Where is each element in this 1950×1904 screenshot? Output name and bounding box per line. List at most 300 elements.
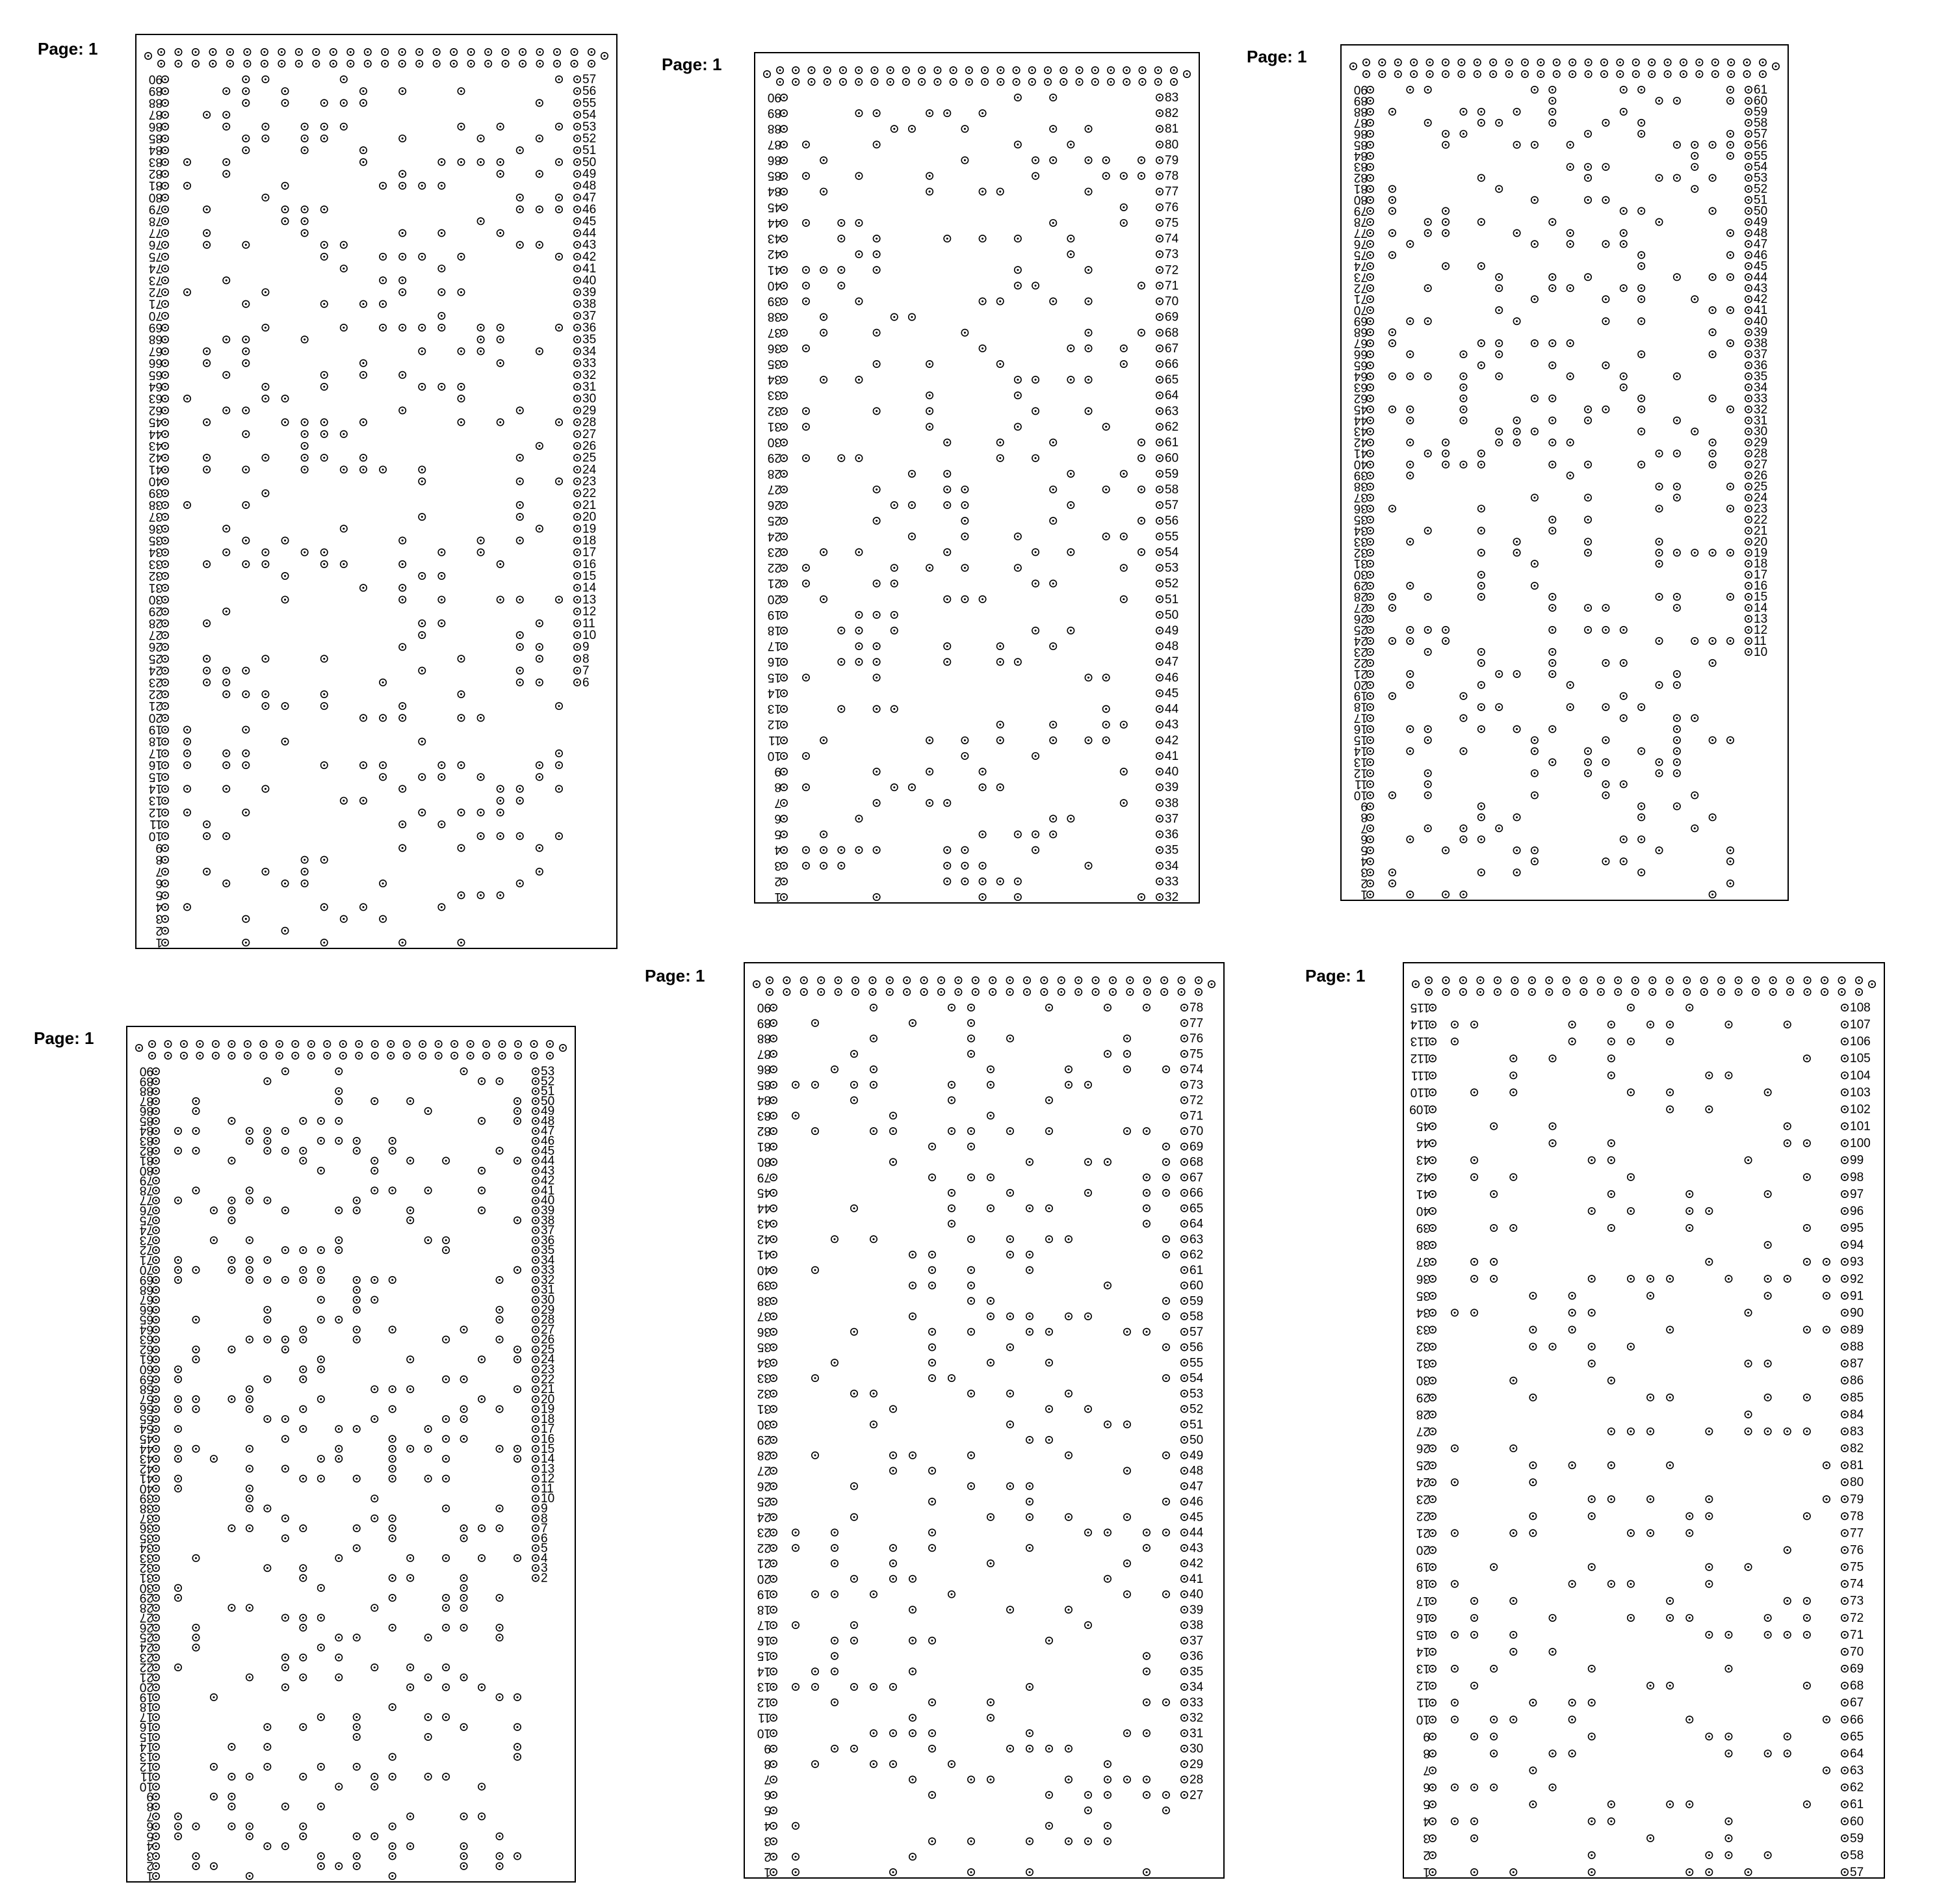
pattern-hole [1085, 674, 1091, 681]
pattern-hole [1589, 1869, 1595, 1875]
pattern-hole [1568, 1462, 1575, 1468]
row-number-left: 111 [1411, 1068, 1430, 1082]
corner-hole [1869, 981, 1875, 987]
edge-hole-right [532, 1405, 539, 1412]
row-number-right: 29 [541, 1303, 555, 1317]
row-number-right: 23 [1754, 502, 1768, 516]
pattern-hole [407, 1386, 413, 1392]
corner-hole [1412, 981, 1419, 987]
row-number-left: 72 [148, 285, 162, 299]
row-number-left: 11 [758, 1710, 771, 1725]
row-number-right: 97 [1850, 1187, 1864, 1201]
pattern-hole [536, 762, 543, 768]
edge-hole-right [1841, 1208, 1848, 1214]
pattern-hole [389, 1624, 395, 1631]
pattern-hole [909, 1714, 916, 1721]
top-hole [1648, 59, 1655, 66]
pattern-hole [1638, 428, 1644, 435]
pattern-hole [223, 88, 229, 94]
pattern-hole [517, 596, 523, 603]
row-number-left: 37 [1416, 1255, 1430, 1269]
pattern-hole [812, 1375, 818, 1381]
pattern-hole [1067, 141, 1074, 148]
edge-hole-right [532, 1088, 539, 1094]
pattern-hole [478, 1117, 485, 1124]
pattern-hole [242, 407, 249, 413]
pattern-hole [300, 1426, 306, 1432]
row-number-left: 15 [757, 1649, 771, 1663]
row-number-left: 14 [148, 781, 162, 796]
pattern-hole [360, 714, 367, 721]
top-hole [1060, 79, 1067, 85]
pattern-hole [1585, 748, 1591, 754]
top-hole [196, 1041, 203, 1047]
row-number-right: 8 [582, 652, 590, 666]
pattern-hole [1490, 1563, 1497, 1570]
top-hole [1195, 977, 1202, 984]
row-number-right: 28 [582, 415, 597, 430]
row-number-right: 39 [541, 1203, 555, 1218]
pattern-hole [1804, 1428, 1810, 1435]
row-number-left: 6 [774, 811, 781, 826]
pattern-hole [175, 1257, 181, 1263]
row-number-left: 65 [148, 367, 162, 382]
row-number-right: 62 [1850, 1780, 1864, 1795]
pattern-hole [1727, 274, 1734, 280]
pattern-hole [1050, 298, 1056, 304]
edge-hole-right [574, 596, 580, 603]
pattern-hole [1608, 1021, 1615, 1028]
top-hole [1537, 71, 1544, 77]
pattern-hole [497, 359, 503, 366]
top-hole [1529, 977, 1535, 984]
row-number-right: 98 [1850, 1170, 1864, 1184]
edge-hole-right [532, 1525, 539, 1532]
row-number-left: 82 [757, 1124, 771, 1138]
row-number-right: 22 [541, 1372, 555, 1387]
pattern-hole [968, 1329, 974, 1335]
top-hole [1379, 71, 1385, 77]
pattern-hole [1138, 486, 1145, 493]
pattern-hole [1566, 229, 1573, 236]
pattern-hole [460, 1843, 467, 1849]
peg-chart-3 [1340, 44, 1789, 901]
pattern-hole [1566, 340, 1573, 346]
pattern-hole [1104, 1823, 1111, 1829]
pattern-hole [407, 1207, 413, 1214]
pattern-hole [1015, 235, 1021, 242]
row-number-right: 55 [582, 96, 597, 111]
edge-hole-right [532, 1426, 539, 1432]
edge-hole-right [1745, 207, 1752, 214]
top-hole [1505, 59, 1512, 66]
pattern-hole [1015, 659, 1021, 665]
pattern-hole [318, 1117, 324, 1124]
row-number-left: 34 [148, 545, 162, 559]
row-number-left: 20 [757, 1571, 771, 1585]
row-number-right: 107 [1850, 1018, 1871, 1032]
pattern-hole [1602, 703, 1609, 710]
pattern-hole [926, 768, 933, 775]
pattern-hole [389, 1853, 395, 1859]
pattern-hole [300, 1654, 306, 1661]
top-hole [1178, 977, 1184, 984]
row-number-left: 34 [767, 372, 781, 387]
row-number-right: 46 [582, 203, 597, 217]
top-hole [855, 67, 862, 73]
row-number-left: 4 [155, 900, 162, 914]
pattern-hole [389, 1525, 395, 1532]
pattern-hole [262, 549, 268, 555]
edge-hole-right [1181, 1405, 1188, 1412]
top-hole [1092, 977, 1098, 984]
pattern-hole [1727, 98, 1734, 104]
pattern-hole [389, 1386, 395, 1392]
pattern-hole [926, 737, 933, 744]
pattern-hole [997, 784, 1004, 790]
top-hole [519, 49, 526, 55]
pattern-hole [1620, 714, 1627, 721]
row-number-right: 81 [1850, 1459, 1864, 1473]
pattern-hole [1602, 164, 1609, 170]
row-number-left: 35 [767, 357, 781, 371]
pattern-hole [223, 525, 229, 532]
pattern-hole [891, 580, 898, 586]
edge-hole-right [1745, 340, 1752, 346]
edge-hole-right [1841, 1292, 1848, 1299]
pattern-hole [246, 1495, 253, 1502]
pattern-hole [1602, 241, 1609, 247]
pattern-hole [1425, 725, 1431, 732]
row-number-left: 37 [767, 325, 781, 339]
pattern-hole [855, 298, 862, 304]
pattern-hole [1007, 1390, 1013, 1397]
pattern-hole [873, 267, 879, 273]
pattern-hole [1026, 1545, 1033, 1551]
pattern-hole [318, 1644, 324, 1650]
row-number-left: 1 [146, 1869, 153, 1883]
pattern-hole [944, 863, 950, 869]
pattern-hole [281, 596, 288, 603]
row-number-left: 16 [1416, 1610, 1430, 1624]
edge-hole-right [1181, 1174, 1188, 1180]
pattern-hole [1674, 98, 1680, 104]
edge-hole-right [1841, 1479, 1848, 1485]
edge-hole-right [532, 1078, 539, 1084]
pattern-hole [1124, 1066, 1130, 1073]
pattern-hole [360, 300, 367, 307]
row-number-right: 37 [582, 309, 597, 323]
pattern-hole [443, 1336, 449, 1342]
row-number-left: 29 [1353, 579, 1368, 593]
pattern-hole [443, 1237, 449, 1244]
pattern-hole [1121, 768, 1127, 775]
pattern-hole [399, 714, 406, 721]
pattern-hole [1566, 241, 1573, 247]
pattern-hole [478, 1525, 485, 1532]
row-number-left: 67 [148, 344, 162, 358]
row-number-right: 43 [1190, 1541, 1204, 1556]
pattern-hole [803, 580, 809, 586]
pattern-hole [536, 170, 543, 177]
edge-hole-right [574, 241, 580, 248]
pattern-hole [1585, 627, 1591, 633]
pattern-hole [1589, 1343, 1595, 1350]
pattern-hole [192, 1346, 199, 1353]
row-number-right: 2 [541, 1571, 548, 1585]
pattern-hole [1163, 1529, 1169, 1535]
row-number-right: 5 [541, 1541, 548, 1556]
row-number-right: 44 [1754, 270, 1768, 285]
row-number-left: 65 [1353, 358, 1368, 372]
row-number-right: 38 [1754, 337, 1768, 351]
pattern-hole [1389, 373, 1396, 380]
edge-hole-right [574, 679, 580, 686]
pattern-hole [223, 277, 229, 283]
edge-hole-right [1156, 345, 1163, 352]
pattern-hole [1727, 340, 1734, 346]
pattern-hole [175, 1595, 181, 1601]
pattern-hole [870, 1730, 877, 1736]
edge-hole-right [574, 372, 580, 378]
pattern-hole [321, 135, 328, 142]
pattern-hole [514, 1753, 521, 1760]
pattern-hole [1529, 1394, 1536, 1401]
pattern-hole [1471, 1157, 1477, 1164]
pattern-hole [1647, 1530, 1654, 1536]
edge-hole-right [1156, 376, 1163, 383]
row-number-left: 13 [148, 793, 162, 807]
edge-hole-right [1156, 564, 1163, 571]
pattern-hole [262, 384, 268, 390]
top-hole [966, 79, 972, 85]
edge-hole-right [532, 1485, 539, 1492]
pattern-hole [1531, 86, 1538, 93]
edge-hole-right [1181, 1560, 1188, 1567]
row-number-right: 85 [1850, 1390, 1864, 1405]
top-hole [1633, 71, 1639, 77]
edge-hole-right [1841, 1309, 1848, 1316]
pattern-hole [1490, 1784, 1497, 1790]
row-number-left: 13 [139, 1749, 153, 1764]
pattern-hole [1529, 1292, 1536, 1299]
pattern-hole [1784, 1632, 1791, 1638]
row-number-left: 16 [1353, 722, 1368, 736]
top-hole [1477, 989, 1483, 995]
top-hole [1522, 71, 1528, 77]
row-number-right: 10 [1754, 645, 1768, 659]
row-number-left: 24 [1416, 1475, 1430, 1489]
top-hole [887, 977, 893, 984]
pattern-hole [419, 809, 425, 816]
row-number-right: 51 [541, 1084, 555, 1099]
pattern-hole [496, 1446, 502, 1452]
pattern-hole [514, 1853, 521, 1859]
top-hole [972, 977, 979, 984]
pattern-hole [477, 714, 484, 721]
pattern-hole [371, 1157, 378, 1164]
pattern-hole [1026, 1158, 1033, 1165]
pattern-hole [1407, 241, 1413, 247]
pattern-hole [264, 1197, 270, 1203]
pattern-hole [380, 324, 386, 331]
row-number-left: 28 [757, 1448, 771, 1462]
pattern-hole [300, 1525, 306, 1532]
pattern-hole [1638, 263, 1644, 269]
pattern-hole [1529, 1699, 1536, 1706]
pattern-hole [870, 1236, 877, 1242]
pattern-hole [246, 1465, 253, 1472]
edge-hole-right [532, 1435, 539, 1442]
pattern-hole [1585, 406, 1591, 413]
pattern-hole [1407, 461, 1413, 467]
pattern-hole [979, 831, 985, 837]
pattern-hole [1727, 153, 1734, 159]
pattern-hole [1124, 1776, 1130, 1782]
pattern-hole [246, 1237, 253, 1244]
pattern-hole [1727, 737, 1734, 743]
pattern-hole [812, 1452, 818, 1459]
pattern-hole [424, 1108, 431, 1114]
pattern-hole [300, 1405, 306, 1412]
row-number-left: 2 [155, 923, 162, 937]
corner-hole [136, 1045, 142, 1051]
pattern-hole [360, 372, 367, 378]
pattern-hole [1085, 376, 1091, 383]
row-number-right: 47 [582, 190, 597, 205]
edge-hole-right [1181, 1329, 1188, 1335]
row-number-left: 8 [1423, 1746, 1430, 1760]
row-number-left: 30 [767, 435, 781, 449]
top-hole [467, 1041, 473, 1047]
pattern-hole [1549, 671, 1555, 677]
pattern-hole [399, 183, 406, 189]
pattern-hole [192, 1863, 199, 1870]
pattern-hole [1628, 1275, 1634, 1282]
pattern-hole [184, 785, 190, 792]
pattern-hole [1478, 505, 1485, 512]
pattern-hole [281, 395, 288, 402]
pattern-hole [1549, 340, 1555, 346]
pattern-hole [948, 1761, 955, 1767]
pattern-hole [1647, 1496, 1654, 1502]
row-number-left: 26 [148, 640, 162, 654]
pattern-hole [389, 1753, 395, 1760]
pattern-hole [536, 443, 543, 449]
edge-hole-right [1156, 141, 1163, 148]
pattern-hole [1471, 1784, 1477, 1790]
pattern-hole [496, 1078, 502, 1084]
pattern-hole [371, 1187, 378, 1193]
edge-hole-right [1181, 1776, 1188, 1782]
row-number-right: 35 [1754, 369, 1768, 384]
row-number-right: 45 [541, 1144, 555, 1158]
pattern-hole [1589, 1208, 1595, 1214]
top-hole [808, 79, 814, 85]
pattern-hole [1046, 1405, 1052, 1412]
pattern-hole [855, 612, 862, 618]
pattern-hole [443, 1376, 449, 1383]
edge-hole-right [532, 1545, 539, 1551]
pattern-hole [242, 762, 249, 768]
pattern-hole [909, 1452, 916, 1459]
edge-hole-right [1156, 643, 1163, 649]
top-hole [1139, 67, 1145, 73]
pattern-hole [1513, 229, 1520, 236]
pattern-hole [517, 241, 523, 248]
pattern-hole [246, 1604, 253, 1611]
pattern-hole [341, 561, 347, 567]
row-number-left: 69 [148, 320, 162, 335]
pattern-hole [211, 1863, 217, 1870]
pattern-hole [1015, 894, 1021, 900]
row-number-left: 25 [757, 1494, 771, 1508]
row-number-left: 32 [1416, 1339, 1430, 1353]
row-number-left: 15 [767, 670, 781, 685]
row-number-left: 65 [139, 1312, 153, 1327]
pattern-hole [1727, 307, 1734, 313]
row-number-right: 7 [582, 664, 590, 678]
pattern-hole [301, 124, 307, 130]
top-hole [1728, 71, 1734, 77]
pattern-hole [443, 1555, 449, 1561]
row-number-right: 70 [1165, 294, 1179, 309]
row-number-left: 10 [139, 1779, 153, 1793]
row-number-right: 3 [541, 1561, 548, 1576]
pattern-hole [1442, 461, 1449, 467]
row-number-right: 47 [1754, 237, 1768, 252]
pattern-hole [838, 846, 844, 853]
pattern-hole [873, 251, 879, 257]
pattern-hole [792, 1823, 799, 1829]
pattern-hole [496, 1853, 502, 1859]
pattern-hole [184, 289, 190, 295]
edge-hole-right [1841, 1767, 1848, 1773]
pattern-hole [360, 88, 367, 94]
row-number-right: 30 [582, 392, 597, 406]
pattern-hole [203, 868, 210, 875]
top-hole [1505, 71, 1512, 77]
row-number-right: 17 [541, 1422, 555, 1437]
pattern-hole [1585, 516, 1591, 523]
top-hole [852, 977, 859, 984]
pattern-hole [1745, 1360, 1751, 1366]
pattern-hole [1602, 362, 1609, 369]
pattern-hole [831, 1560, 838, 1567]
pattern-hole [1389, 406, 1396, 413]
pattern-hole [438, 229, 445, 236]
pattern-hole [1085, 1190, 1091, 1196]
pattern-hole [1478, 593, 1485, 600]
row-number-left: 20 [148, 711, 162, 725]
pattern-hole [460, 1595, 467, 1601]
pattern-hole [812, 1668, 818, 1675]
pattern-hole [1602, 781, 1609, 787]
pattern-hole [909, 784, 915, 790]
pattern-hole [354, 1426, 360, 1432]
pattern-hole [1407, 836, 1413, 842]
pattern-hole [1389, 229, 1396, 236]
row-number-left: 62 [1353, 391, 1368, 405]
pattern-hole [987, 1776, 994, 1782]
row-number-left: 35 [1353, 512, 1368, 527]
row-number-left: 109 [1409, 1102, 1430, 1116]
pattern-hole [341, 124, 347, 130]
pattern-hole [246, 1823, 253, 1829]
row-number-left: 2 [146, 1858, 153, 1873]
top-hole [164, 1041, 171, 1047]
pattern-hole [929, 1498, 935, 1505]
